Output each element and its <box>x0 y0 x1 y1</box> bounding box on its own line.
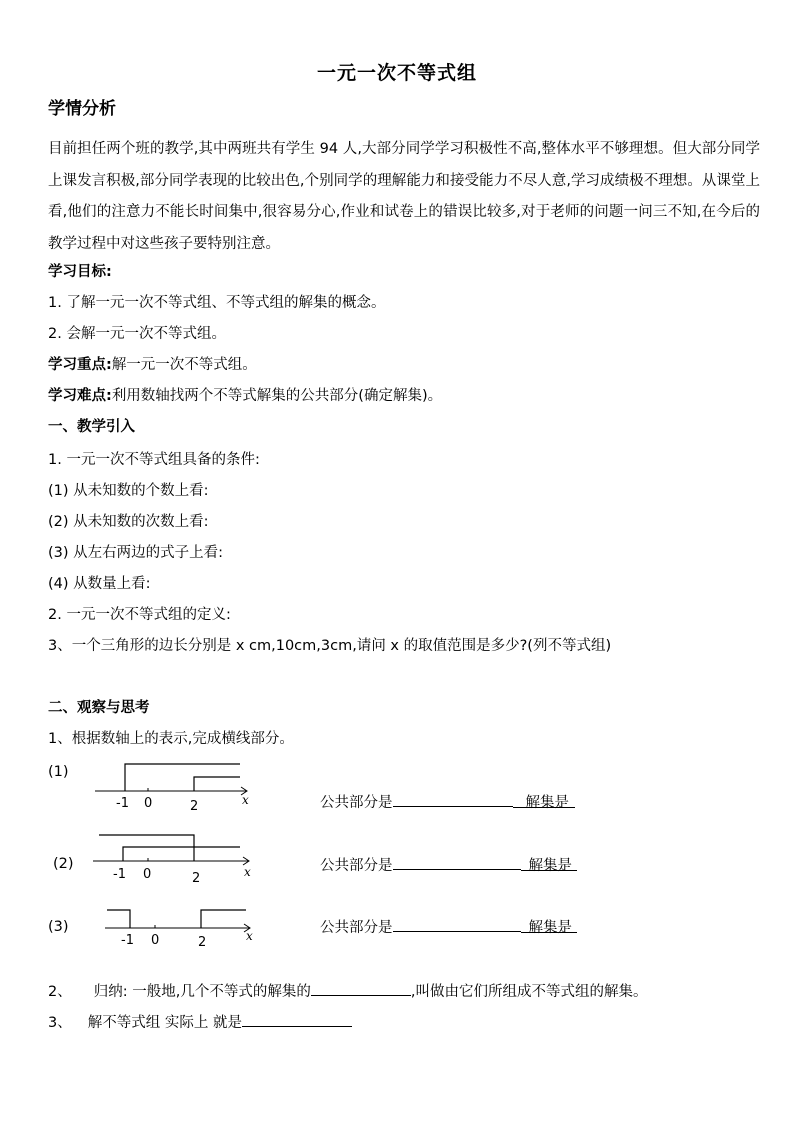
solution-label: 解集是 <box>528 858 572 874</box>
section2-q3 <box>48 1012 352 1033</box>
common-part-label: 公共部分是 <box>320 795 393 811</box>
solution-ray-b <box>99 835 194 861</box>
q3-number: 3、 <box>48 1015 72 1031</box>
section2-heading: 二、观察与思考 <box>48 700 150 716</box>
tick-label-0: 0 <box>151 933 160 948</box>
tick-label-2: 2 <box>192 871 201 886</box>
tick-label-0: 0 <box>144 796 153 811</box>
common-part-blank[interactable] <box>393 792 513 807</box>
number-line-1-label: (1) <box>48 764 69 780</box>
axis-var-label: x <box>242 793 249 807</box>
solution-blank[interactable] <box>521 918 577 936</box>
key-point-label: 学习重点: <box>48 357 112 373</box>
common-part-label: 公共部分是 <box>320 858 393 874</box>
key-point-line <box>48 355 257 375</box>
common-part-label: 公共部分是 <box>320 920 393 936</box>
goal-item-2: 2. 会解一元一次不等式组。 <box>48 326 226 342</box>
solution-blank[interactable] <box>521 856 577 874</box>
page-title: 一元一次不等式组 <box>316 62 477 84</box>
solution-label: 解集是 <box>525 795 569 811</box>
tick-label-2: 2 <box>198 935 207 950</box>
goals-heading: 学习目标: <box>48 264 112 280</box>
answer-line-2 <box>320 855 577 876</box>
answer-line-1 <box>320 792 575 813</box>
q2-prefix: 归纳: 一般地,几个不等式的解集的 <box>93 984 311 1000</box>
common-part-blank[interactable] <box>393 855 521 870</box>
axis-var-label: x <box>246 929 253 943</box>
number-line-3-label: (3) <box>48 919 69 935</box>
section1-heading: 一、教学引入 <box>48 419 135 435</box>
section1-q2: 2. 一元一次不等式组的定义: <box>48 607 231 623</box>
tick-label-2: 2 <box>190 799 199 814</box>
q3-blank[interactable] <box>242 1012 352 1027</box>
tick-label-neg1: -1 <box>121 933 134 948</box>
q2-blank[interactable] <box>311 981 411 996</box>
solution-ray-b <box>201 910 246 928</box>
situation-heading: 学情分析 <box>48 99 116 119</box>
situation-paragraph: 目前担任两个班的教学,其中两班共有学生 94 人,大部分同学学习积极性不高,整体水平不够理想。但大部分同学上课发言积极,部分同学表现的比较出色,个别同学的理解能力和接受能力不尽人意,学习成绩极不理想。从课堂上看,他们的注意力不能长时间集中,很容易分心,作业和试卷上的错误比较多,对于老师的问题一问三不知,在今后的教学过程中对这些孩子要特别注意。 <box>48 141 760 252</box>
section1-sub-3: (3) 从左右两边的式子上看: <box>48 545 224 561</box>
goal-item-1: 1. 了解一元一次不等式组、不等式组的解集的概念。 <box>48 295 386 311</box>
section1-sub-1: (1) 从未知数的个数上看: <box>48 483 209 499</box>
section1-q3: 3、一个三角形的边长分别是 x cm,10cm,3cm,请问 x 的取值范围是多少?(列不等式组) <box>48 638 612 654</box>
difficulty-text: 利用数轴找两个不等式解集的公共部分(确定解集)。 <box>111 388 443 404</box>
difficulty-line <box>48 386 442 406</box>
section1-sub-2: (2) 从未知数的次数上看: <box>48 514 209 530</box>
tick-label-neg1: -1 <box>116 796 129 811</box>
solution-ray-a <box>123 847 240 861</box>
axis-var-label: x <box>244 865 251 879</box>
key-point-text: 解一元一次不等式组。 <box>111 357 257 373</box>
tick-label-neg1: -1 <box>113 867 126 882</box>
section1-sub-4: (4) 从数量上看: <box>48 576 151 592</box>
number-line-2-label: (2) <box>53 856 74 872</box>
tick-label-0: 0 <box>143 867 152 882</box>
solution-label: 解集是 <box>528 920 572 936</box>
section2-q2 <box>48 981 647 1002</box>
answer-line-3 <box>320 917 577 938</box>
section2-intro: 1、根据数轴上的表示,完成横线部分。 <box>48 731 294 747</box>
section1-q1: 1. 一元一次不等式组具备的条件: <box>48 452 260 468</box>
solution-ray-b <box>194 777 240 791</box>
solution-blank[interactable] <box>513 793 575 811</box>
q3-text: 解不等式组 实际上 就是 <box>87 1015 242 1031</box>
solution-ray-a <box>107 910 130 928</box>
q2-number: 2、 <box>48 984 72 1000</box>
q2-suffix: ,叫做由它们所组成不等式组的解集。 <box>410 984 648 1000</box>
difficulty-label: 学习难点: <box>48 388 112 404</box>
common-part-blank[interactable] <box>393 917 521 932</box>
